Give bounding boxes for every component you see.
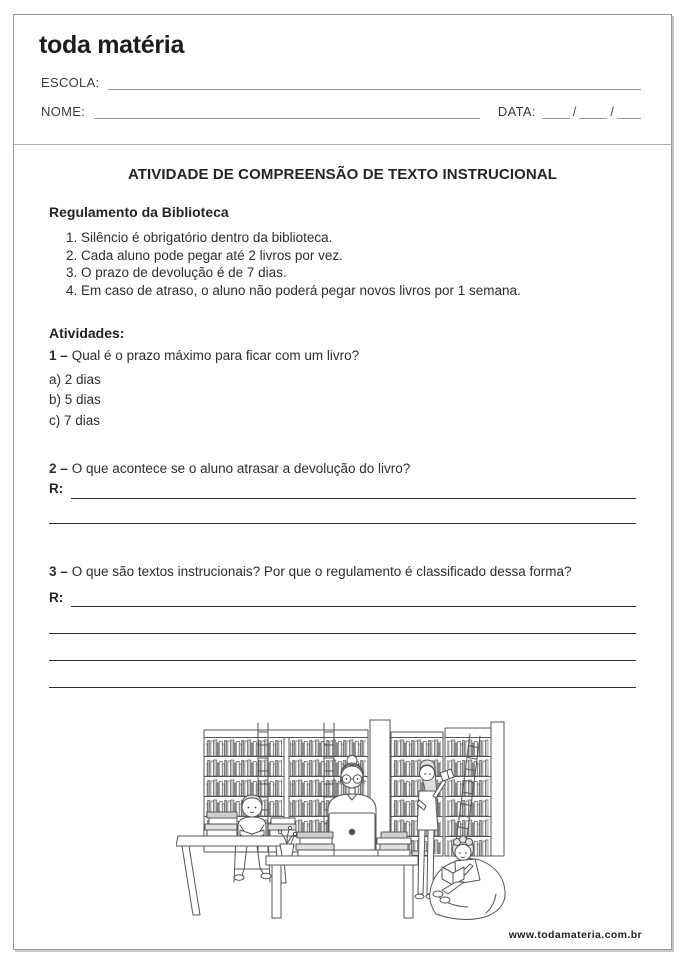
school-label: ESCOLA: — [41, 75, 100, 90]
option-b[interactable]: b) 5 dias — [49, 392, 101, 408]
name-input-line[interactable] — [94, 105, 480, 119]
activities-heading: Atividades: — [49, 325, 125, 341]
rules-list — [66, 229, 641, 299]
question-2-number: 2 – — [49, 461, 68, 476]
answer-line[interactable] — [49, 660, 636, 661]
question-1-options — [49, 370, 101, 431]
date-slash: / — [572, 104, 577, 119]
answer-line[interactable] — [49, 523, 636, 524]
option-c[interactable]: c) 7 dias — [49, 412, 101, 428]
answer-line[interactable] — [49, 633, 636, 634]
option-a[interactable]: a) 2 dias — [49, 372, 101, 387]
date-label: DATA: — [497, 104, 536, 119]
question-1 — [49, 348, 639, 363]
rule-item: 4. Em caso de atraso, o aluno não poderá pegar novos livros por 1 semana. — [66, 282, 521, 298]
question-1-number: 1 – — [49, 348, 68, 363]
date-year-line[interactable] — [617, 106, 641, 119]
question-1-text: Qual é o prazo máximo para ficar com um livro? — [71, 348, 360, 363]
date-day-line[interactable] — [542, 106, 570, 119]
answer-label: R: — [49, 590, 64, 605]
question-3-number: 3 – — [49, 564, 68, 579]
name-label: NOME: — [41, 104, 86, 119]
answer-line[interactable] — [71, 606, 636, 607]
school-field — [41, 75, 641, 90]
date-month-line[interactable] — [579, 106, 607, 119]
rule-item: 1. Silêncio é obrigatório dentro da biblioteca. — [66, 230, 333, 245]
library-illustration — [176, 718, 521, 925]
name-date-field — [41, 104, 641, 119]
school-input-line[interactable] — [108, 76, 641, 90]
footer-url[interactable]: www.todamateria.com.br — [508, 929, 642, 941]
question-3 — [49, 564, 639, 579]
passage-heading: Regulamento da Biblioteca — [49, 204, 229, 220]
question-2-text: O que acontece se o aluno atrasar a devolução do livro? — [71, 461, 411, 476]
worksheet-card — [13, 14, 672, 950]
answer-label: R: — [49, 481, 64, 496]
worksheet-title: ATIVIDADE DE COMPREENSÃO DE TEXTO INSTRUCIONAL — [127, 166, 558, 183]
brand-logo: toda matéria — [39, 31, 185, 59]
date-slash: / — [610, 104, 614, 119]
answer-line[interactable] — [49, 687, 636, 688]
date-field — [498, 104, 641, 119]
answer-line[interactable] — [71, 498, 636, 499]
rule-item: 2. Cada aluno pode pegar até 2 livros por vez. — [66, 247, 343, 263]
question-2 — [49, 461, 639, 476]
header-divider — [14, 144, 671, 145]
question-3-text: O que são textos instrucionais? Por que o regulamento é classificado dessa forma? — [71, 564, 572, 579]
rule-item: 3. O prazo de devolução é de 7 dias. — [66, 265, 287, 281]
